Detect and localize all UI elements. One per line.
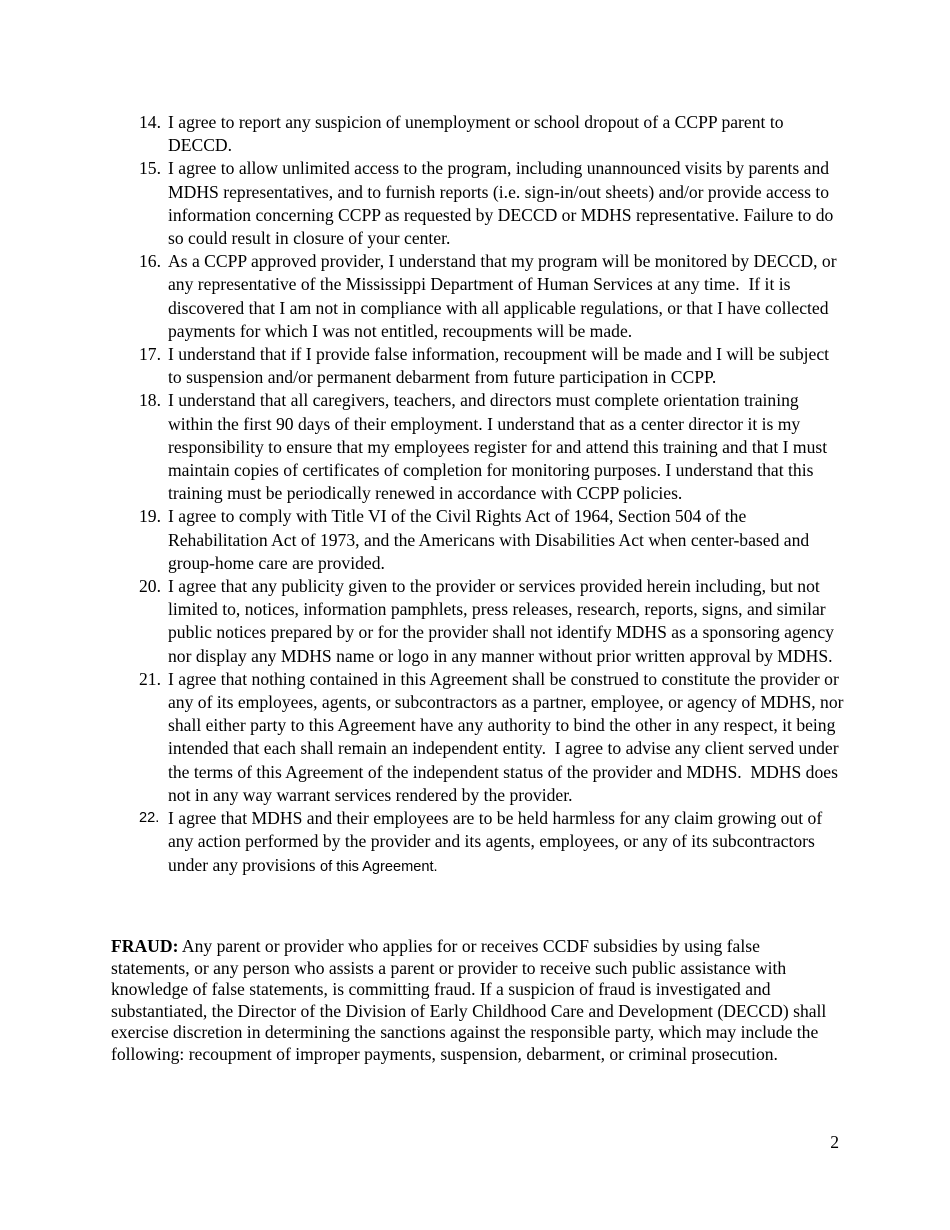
item-number: 20.	[139, 576, 161, 597]
list-item-21	[139, 668, 848, 807]
item-number: 22.	[139, 810, 160, 827]
item-text: I agree to comply with Title VI of the Civil Rights Act of 1964, Section 504 of the Rehabilitation Act of 1973, and the Americans with Disabilities Act when center-based and group-home care are provided.	[168, 506, 814, 573]
list-item-18	[139, 389, 844, 505]
item-text: I agree to allow unlimited access to the program, including unannounced visits by parents and MDHS representatives, and to furnish reports (i.e. sign-in/out sheets) and/or provide access to information concerning CCPP as requested by DECCD or MDHS representative. Failure to do so could result in closure of your center.	[168, 158, 838, 249]
item-number: 15.	[139, 158, 161, 179]
item-number: 17.	[139, 344, 161, 365]
item-number: 16.	[139, 251, 161, 272]
item-text	[168, 807, 844, 879]
fraud-notice	[111, 936, 841, 1066]
item-text: I agree to report any suspicion of unemployment or school dropout of a CCPP parent to DECCD.	[168, 112, 788, 156]
fraud-label: FRAUD:	[111, 936, 179, 956]
item-text: I understand that all caregivers, teachers, and directors must complete orientation training within the first 90 days of their employment. I understand that as a center director it is my responsibility to ensure that my employees register for and attend this training and that I must maintain copies of certificates of completion for monitoring purposes. I understand that this training must be periodically renewed in accordance with CCPP policies.	[168, 390, 832, 504]
item-number: 18.	[139, 390, 161, 411]
item-text: I agree that nothing contained in this Agreement shall be construed to constitute the provider or any of its employees, agents, or subcontractors as a partner, employee, or agency of MDHS, nor shall either party to this Agreement have any authority to bind the other in any respect, it being intended that each shall remain an independent entity. I agree to advise any client served under the terms of this Agreement of the independent status of the provider and MDHS. MDHS does not in any way warrant services rendered by the provider.	[168, 668, 848, 805]
list-item-17	[139, 343, 844, 389]
list-item-15	[139, 157, 844, 250]
agreement-terms-list	[139, 111, 848, 879]
list-item-16	[139, 250, 844, 343]
item-text: As a CCPP approved provider, I understand that my program will be monitored by DECCD, or any representative of the Mississippi Department of Human Services at any time. If it is discovered that I am not in compliance with all applicable regulations, or that I have collected payments for which I was not entitled, recoupments will be made.	[168, 251, 841, 341]
item-number: 19.	[139, 506, 161, 527]
list-item-22	[139, 807, 844, 879]
item-text-tail: of this Agreement.	[319, 858, 438, 875]
list-item-20	[139, 575, 844, 668]
item-text: I agree that any publicity given to the provider or services provided herein including, but not limited to, notices, information pamphlets, press releases, research, reports, signs, and similar public notices prepared by or for the provider shall not identify MDHS as a sponsoring agency nor display any MDHS name or logo in any manner without prior written approval by MDHS.	[168, 576, 839, 666]
fraud-text: Any parent or provider who applies for or receives CCDF subsidies by using false statements, or any person who assists a parent or provider to receive such public assistance with knowledge of false statements, is committing fraud. If a suspicion of fraud is investigated and substantiated, the Director of the Division of Early Childhood Care and Development (DECCD) shall exercise discretion in determining the sanctions against the responsible party, which may include the following: recoupment of improper payments, suspension, debarment, or criminal prosecution.	[111, 936, 827, 1064]
item-text: I understand that if I provide false information, recoupment will be made and I will be subject to suspension and/or permanent debarment from future participation in CCPP.	[168, 344, 834, 388]
page-number: 2	[830, 1132, 839, 1152]
item-number: 21.	[139, 668, 161, 689]
item-text-main: I agree that MDHS and their employees are to be held harmless for any claim growing out of any action performed by the provider and its agents, employees, or any of its subcontractors under any provisions	[168, 808, 827, 875]
list-item-19	[139, 505, 844, 575]
item-number: 14.	[139, 112, 161, 132]
list-item-14	[139, 111, 844, 157]
